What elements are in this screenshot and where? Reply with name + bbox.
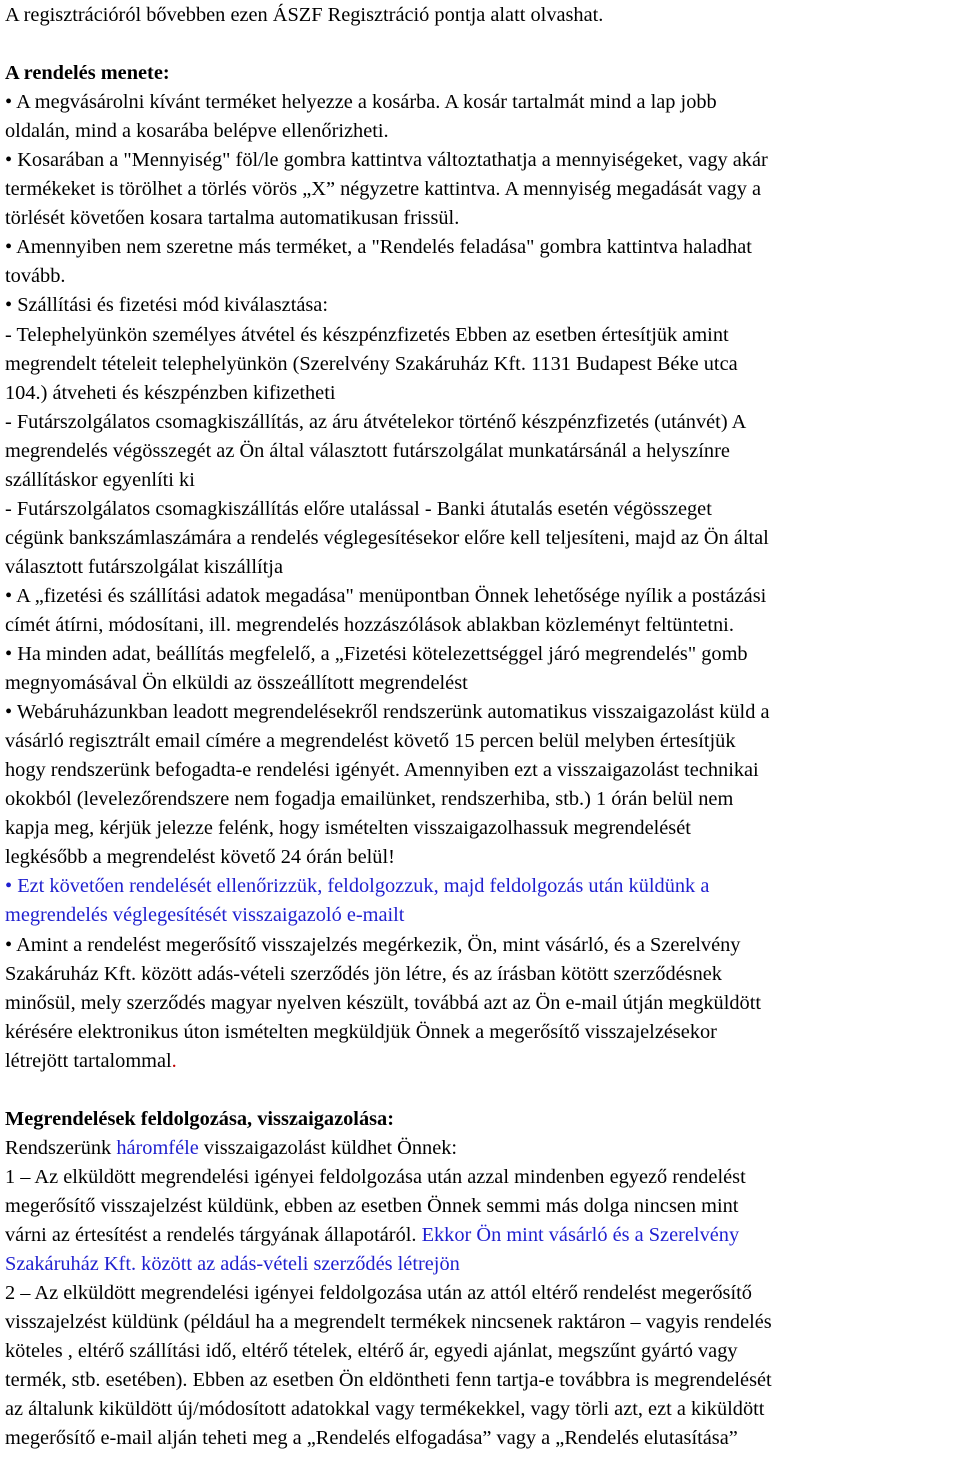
order-text-line: legkésőbb a megrendelést követő 24 órán belül! bbox=[5, 846, 395, 869]
item2-text-line: megerősítő e-mail alján teheti meg a „Rendelés elfogadása” vagy a „Rendelés elutasítása” bbox=[5, 1427, 738, 1450]
contract-text-line: minősül, mely szerződés magyar nyelven készült, továbbá azt az Ön e-mail útján megküldött bbox=[5, 991, 762, 1014]
processing-heading: Megrendelések feldolgozása, visszaigazolása: bbox=[5, 1107, 395, 1130]
intro-blue-word: háromféle bbox=[116, 1136, 199, 1159]
order-text-line: • Ha minden adat, beállítás megfelelő, a „Fizetési kötelezettséggel járó megrendelés" gomb bbox=[5, 643, 748, 666]
intro-text: A regisztrációról bővebben ezen ÁSZF Regisztráció pontja alatt olvashat. bbox=[5, 4, 604, 26]
order-text-line: • Webáruházunkban leadott megrendelésekről rendszerünk automatikus visszaigazolást küld a bbox=[5, 701, 770, 724]
order-text-line: megrendelés végösszegét az Ön által választott futárszolgálat munkatársánál a helyszínre bbox=[5, 439, 730, 462]
item2-text-line: 2 – Az elküldött megrendelési igényei feldolgozása után az attól eltérő rendelést megerősítő bbox=[5, 1282, 752, 1305]
order-text-line: cégünk bankszámlaszámára a rendelés véglegesítésekor előre kell teljesíteni, majd az Ön által bbox=[5, 526, 769, 549]
order-text-line: - Futárszolgálatos csomagkiszállítás, az áru átvételekor történő készpénzfizetés (utánvét) A bbox=[5, 410, 747, 433]
order-text-line: • Amennyiben nem szeretne más terméket, a "Rendelés feladása" gombra kattintva haladhat bbox=[5, 236, 752, 259]
contract-last-text: létrejött tartalommal bbox=[5, 1049, 172, 1072]
spacer bbox=[5, 30, 955, 59]
order-text-line: okokból (levelezőrendszere nem fogadja emailünket, rendszerhiba, stb.) 1 órán belül nem bbox=[5, 788, 734, 811]
item2-text-line: visszajelzést küldünk (például ha a megrendelt termékek nincsenek raktáron – vagyis rendelés bbox=[5, 1311, 772, 1334]
item2-text-line: az általunk kiküldött új/módosított adatokkal vagy termékekkel, vagy törli azt, ezt a kiküldött bbox=[5, 1398, 765, 1421]
item2-text-line: termék, stb. esetében). Ebben az esetben Ön eldöntheti fenn tartja-e továbbra is megrendelését bbox=[5, 1369, 772, 1392]
item1-text-line: megerősítő visszajelzést küldünk, ebben az esetben Önnek semmi más dolga nincsen mint bbox=[5, 1194, 739, 1217]
order-text-line: - Futárszolgálatos csomagkiszállítás előre utalással - Banki átutalás esetén végösszeget bbox=[5, 497, 712, 520]
order-text-line: • Szállítási és fizetési mód kiválasztása: bbox=[5, 294, 328, 317]
order-text-line: termékeket is törölhet a törlés vörös „X” négyzetre kattintva. A mennyiség megadását vagy a bbox=[5, 178, 762, 201]
order-text-line: 104.) átveheti és készpénzben kifizetheti bbox=[5, 381, 336, 404]
order-text-line: választott futárszolgálat kiszállítja bbox=[5, 555, 283, 578]
contract-text-line: • Amint a rendelést megerősítő visszajelzés megérkezik, Ön, mint vásárló, és a Szerelvény bbox=[5, 933, 741, 956]
order-steps bbox=[5, 88, 955, 872]
order-text-line: • A megvásárolni kívánt terméket helyezze a kosárba. A kosár tartalmát mind a lap jobb bbox=[5, 91, 717, 114]
order-text-line: törlését követően kosara tartalma automatikusan frissül. bbox=[5, 207, 460, 230]
order-text-line: szállításkor egyenlíti ki bbox=[5, 468, 195, 491]
order-heading: A rendelés menete: bbox=[5, 62, 170, 85]
order-text-line: megrendelt tételeit telephelyünkön (Szerelvény Szakáruház Kft. 1131 Budapest Béke utca bbox=[5, 352, 738, 375]
order-text-line: • A „fizetési és szállítási adatok megadása" menüpontban Önnek lehetősége nyílik a postázási bbox=[5, 584, 767, 607]
item2-text-line: köteles , eltérő szállítási idő, eltérő tételek, eltérő ár, egyedi ajánlat, megszűnt gyártó vagy bbox=[5, 1340, 738, 1363]
contract-note bbox=[5, 931, 955, 1047]
contract-last-line bbox=[5, 1047, 953, 1076]
confirmation-text-line: • Ezt követően rendelését ellenőrizzük, feldolgozzuk, majd feldolgozás után küldünk a bbox=[5, 875, 710, 898]
confirmation-type-1 bbox=[5, 1163, 955, 1221]
item1-line3 bbox=[5, 1221, 953, 1250]
order-text-line: címét átírni, módosítani, ill. megrendelés hozzászólások ablakban közleményt feltüntetni. bbox=[5, 613, 734, 636]
order-text-line: • Kosarában a "Mennyiség" föl/le gombra kattintva változtathatja a mennyiségeket, vagy akár bbox=[5, 149, 768, 172]
confirmation-note bbox=[5, 872, 955, 930]
order-text-line: tovább. bbox=[5, 265, 66, 288]
order-text-line: megnyomásával Ön elküldi az összeállított megrendelést bbox=[5, 672, 468, 695]
processing-intro bbox=[5, 1134, 953, 1163]
order-text-line: vásárló regisztrált email címére a megrendelést követő 15 percen belül melyben értesítjük bbox=[5, 730, 736, 753]
confirmation-text-line: megrendelés véglegesítését visszaigazoló e-mailt bbox=[5, 904, 405, 927]
intro-pre: Rendszerünk bbox=[5, 1136, 117, 1159]
item1-line3-blue: Ekkor Ön mint vásárló és a Szerelvény bbox=[421, 1223, 740, 1246]
red-period: . bbox=[171, 1049, 177, 1072]
contract-text-line: kérésére elektronikus úton ismételten megküldjük Önnek a megerősítő visszajelzésekor bbox=[5, 1020, 717, 1043]
item1-line4: Szakáruház Kft. között az adás-vételi szerződés létrejön bbox=[5, 1253, 460, 1276]
order-text-line: oldalán, mind a kosarába belépve ellenőrizheti. bbox=[5, 120, 389, 143]
item1-text-line: 1 – Az elküldött megrendelési igényei feldolgozása után azzal mindenben egyező rendelést bbox=[5, 1165, 746, 1188]
confirmation-type-2 bbox=[5, 1279, 955, 1453]
item1-line3-black: várni az értesítést a rendelés tárgyának állapotáról. bbox=[5, 1223, 422, 1246]
spacer bbox=[5, 1076, 955, 1105]
contract-text-line: Szakáruház Kft. között adás-vételi szerződés jön létre, és az írásban kötött szerződésnek bbox=[5, 962, 722, 985]
order-text-line: hogy rendszerünk befogadta-e rendelési igényét. Amennyiben ezt a visszaigazolást technikai bbox=[5, 759, 759, 782]
order-text-line: kapja meg, kérjük jelezze felénk, hogy ismételten visszaigazolhassuk megrendelését bbox=[5, 817, 691, 840]
intro-post: visszaigazolást küldhet Önnek: bbox=[198, 1136, 458, 1159]
order-text-line: - Telephelyünkön személyes átvétel és készpénzfizetés Ebben az esetben értesítjük amint bbox=[5, 323, 729, 346]
